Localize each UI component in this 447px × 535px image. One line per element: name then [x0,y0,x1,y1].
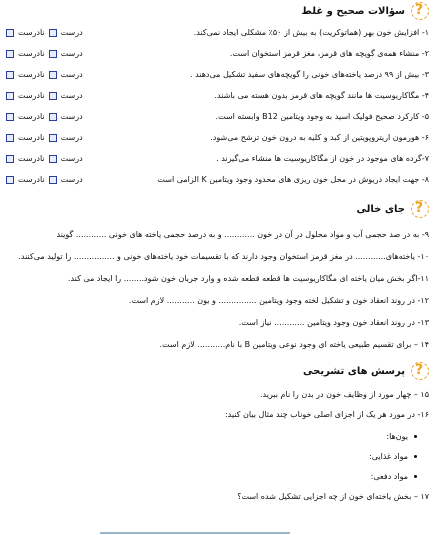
section-title: سؤالات صحیح و غلط [301,5,405,17]
true-false-row [0,169,447,190]
true-false-row [0,127,447,148]
true-false-section [0,0,447,190]
option-true-label: درست [60,175,83,184]
option-true[interactable] [49,49,83,58]
section-header [0,360,447,382]
checkbox-true[interactable] [49,71,57,79]
option-true-label: درست [60,70,83,79]
checkbox-true[interactable] [49,92,57,100]
checkbox-false[interactable] [6,92,14,100]
question-text: ۷-گرده های موجود در خون از مگاکاریوسیت ها منشاء می‌گیرند . [216,154,429,163]
true-false-row [0,64,447,85]
option-false-label: نادرست [18,91,45,100]
question-text: ۳- بیش از ۹۹ درصد یاخته‌های خونی را گویچه‌های سفید تشکیل می‌دهند . [190,70,429,79]
option-false[interactable] [6,70,45,79]
question-text: ۵- کارکرد صحیح فولیک اسید به وجود ویتامین B12 وابسته است. [215,112,429,121]
fill-in-question: ۱۰- یاخته‌های............ در مغز قرمز استخوان وجود دارند که با تقسیمات خود یاخته‌های خونی و ................ را تولید می‌کنند. [18,252,429,261]
option-true-label: درست [60,112,83,121]
checkbox-false[interactable] [6,29,14,37]
section-title: جای خالی [356,203,405,215]
option-true[interactable] [49,70,83,79]
true-false-row [0,148,447,169]
bullet-item [0,446,447,466]
option-false[interactable] [6,49,45,58]
fill-in-section [0,198,447,360]
bullet-list [0,426,447,486]
option-true[interactable] [49,175,83,184]
question-mark-icon: ? [411,362,429,380]
checkbox-true[interactable] [49,134,57,142]
answer-options [0,154,83,163]
fill-in-question: ۱۳- در روند انعقاد خون وجود ویتامین ............ نیاز است. [238,318,429,327]
footer-divider [100,532,290,534]
bullet-dot [414,455,417,458]
bullet-label: مواد دفعی: [370,471,408,481]
question-text: ۱- افزایش خون بهر (هماتوکریت) به بیش از ۵۰٪ مشکلی ایجاد نمی‌کند. [193,28,429,37]
checkbox-true[interactable] [49,155,57,163]
question-text: ۴- مگاکاریوسیت ها مانند گویچه های قرمز بدون هسته می باشند. [214,91,429,100]
answer-options [0,91,83,100]
descriptive-question: ۱۷ – بخش یاخته‌ای خون از چه اجزایی تشکیل شده است؟ [237,492,429,501]
option-false-label: نادرست [18,112,45,121]
question-mark-icon: ? [411,200,429,218]
checkbox-true[interactable] [49,113,57,121]
bullet-dot [414,435,417,438]
answer-options [0,112,83,121]
fill-in-question: ۱۱-اگر بخش میان یاخته ای مگاکاریوسیت ها قطعه قطعه شده و وارد جریان خون شود........ را ایجاد می کند. [67,274,429,283]
question-list [0,22,447,190]
answer-options [0,49,83,58]
option-false-label: نادرست [18,28,45,37]
checkbox-true[interactable] [49,29,57,37]
option-false[interactable] [6,112,45,121]
checkbox-false[interactable] [6,50,14,58]
bullet-dot [414,475,417,478]
fill-in-question: ۹- به در صد حجمی آب و مواد محلول در آن در خون ............ و به درصد حجمی یاخته های خونی ............ گویند [56,230,429,239]
option-true[interactable] [49,133,83,142]
true-false-row [0,85,447,106]
checkbox-false[interactable] [6,71,14,79]
answer-options [0,28,83,37]
option-false[interactable] [6,28,45,37]
option-false-label: نادرست [18,70,45,79]
descriptive-question: ۱۶- در مورد هر یک از اجزای اصلی خوناب چند مثال بیان کنید: [224,410,429,419]
option-false[interactable] [6,154,45,163]
bullet-label: یون‌ها: [386,431,408,441]
checkbox-false[interactable] [6,155,14,163]
answer-options [0,175,83,184]
option-false[interactable] [6,133,45,142]
checkbox-false[interactable] [6,113,14,121]
option-true-label: درست [60,154,83,163]
option-false[interactable] [6,175,45,184]
answer-options [0,70,83,79]
question-text: ۶- هورمون اریتروپویتین از کبد و کلیه به درون خون ترشح می‌شود. [210,133,429,142]
checkbox-false[interactable] [6,176,14,184]
checkbox-true[interactable] [49,50,57,58]
bullet-item [0,426,447,446]
checkbox-true[interactable] [49,176,57,184]
section-title: پرسش های تشریحی [303,365,405,377]
true-false-row [0,43,447,64]
descriptive-question: ۱۵ – چهار مورد از وظایف خون در بدن را نام ببرید. [259,390,429,399]
bullet-item [0,466,447,486]
true-false-row [0,106,447,127]
fill-in-question: ۱۲- در روند انعقاد خون و تشکیل لخته وجود ویتامین ............... و یون ........... لازم است. [128,296,429,305]
option-false[interactable] [6,91,45,100]
option-false-label: نادرست [18,133,45,142]
checkbox-false[interactable] [6,134,14,142]
question-text: ۸- جهت ایجاد دریوش در محل خون ریزی های محدود وجود ویتامین K الزامی است [157,175,429,184]
section-header [0,0,447,22]
option-true-label: درست [60,133,83,142]
option-true[interactable] [49,28,83,37]
option-true[interactable] [49,91,83,100]
fill-in-question: ۱۴ – برای تقسیم طبیعی یاخته ای وجود نوعی ویتامین B با نام........... لازم است. [159,340,429,349]
option-false-label: نادرست [18,49,45,58]
option-true[interactable] [49,154,83,163]
question-text: ۲- منشاء همه‌ی گویچه های قرمز، مغز قرمز استخوان است. [229,49,429,58]
descriptive-section [0,360,447,512]
option-true-label: درست [60,91,83,100]
option-true-label: درست [60,28,83,37]
option-true-label: درست [60,49,83,58]
fill-list [0,228,447,352]
option-true[interactable] [49,112,83,121]
true-false-row [0,22,447,43]
section-header [0,198,447,220]
bullet-label: مواد غذایی: [369,451,408,461]
option-false-label: نادرست [18,175,45,184]
answer-options [0,133,83,142]
question-mark-icon: ? [411,2,429,20]
option-false-label: نادرست [18,154,45,163]
